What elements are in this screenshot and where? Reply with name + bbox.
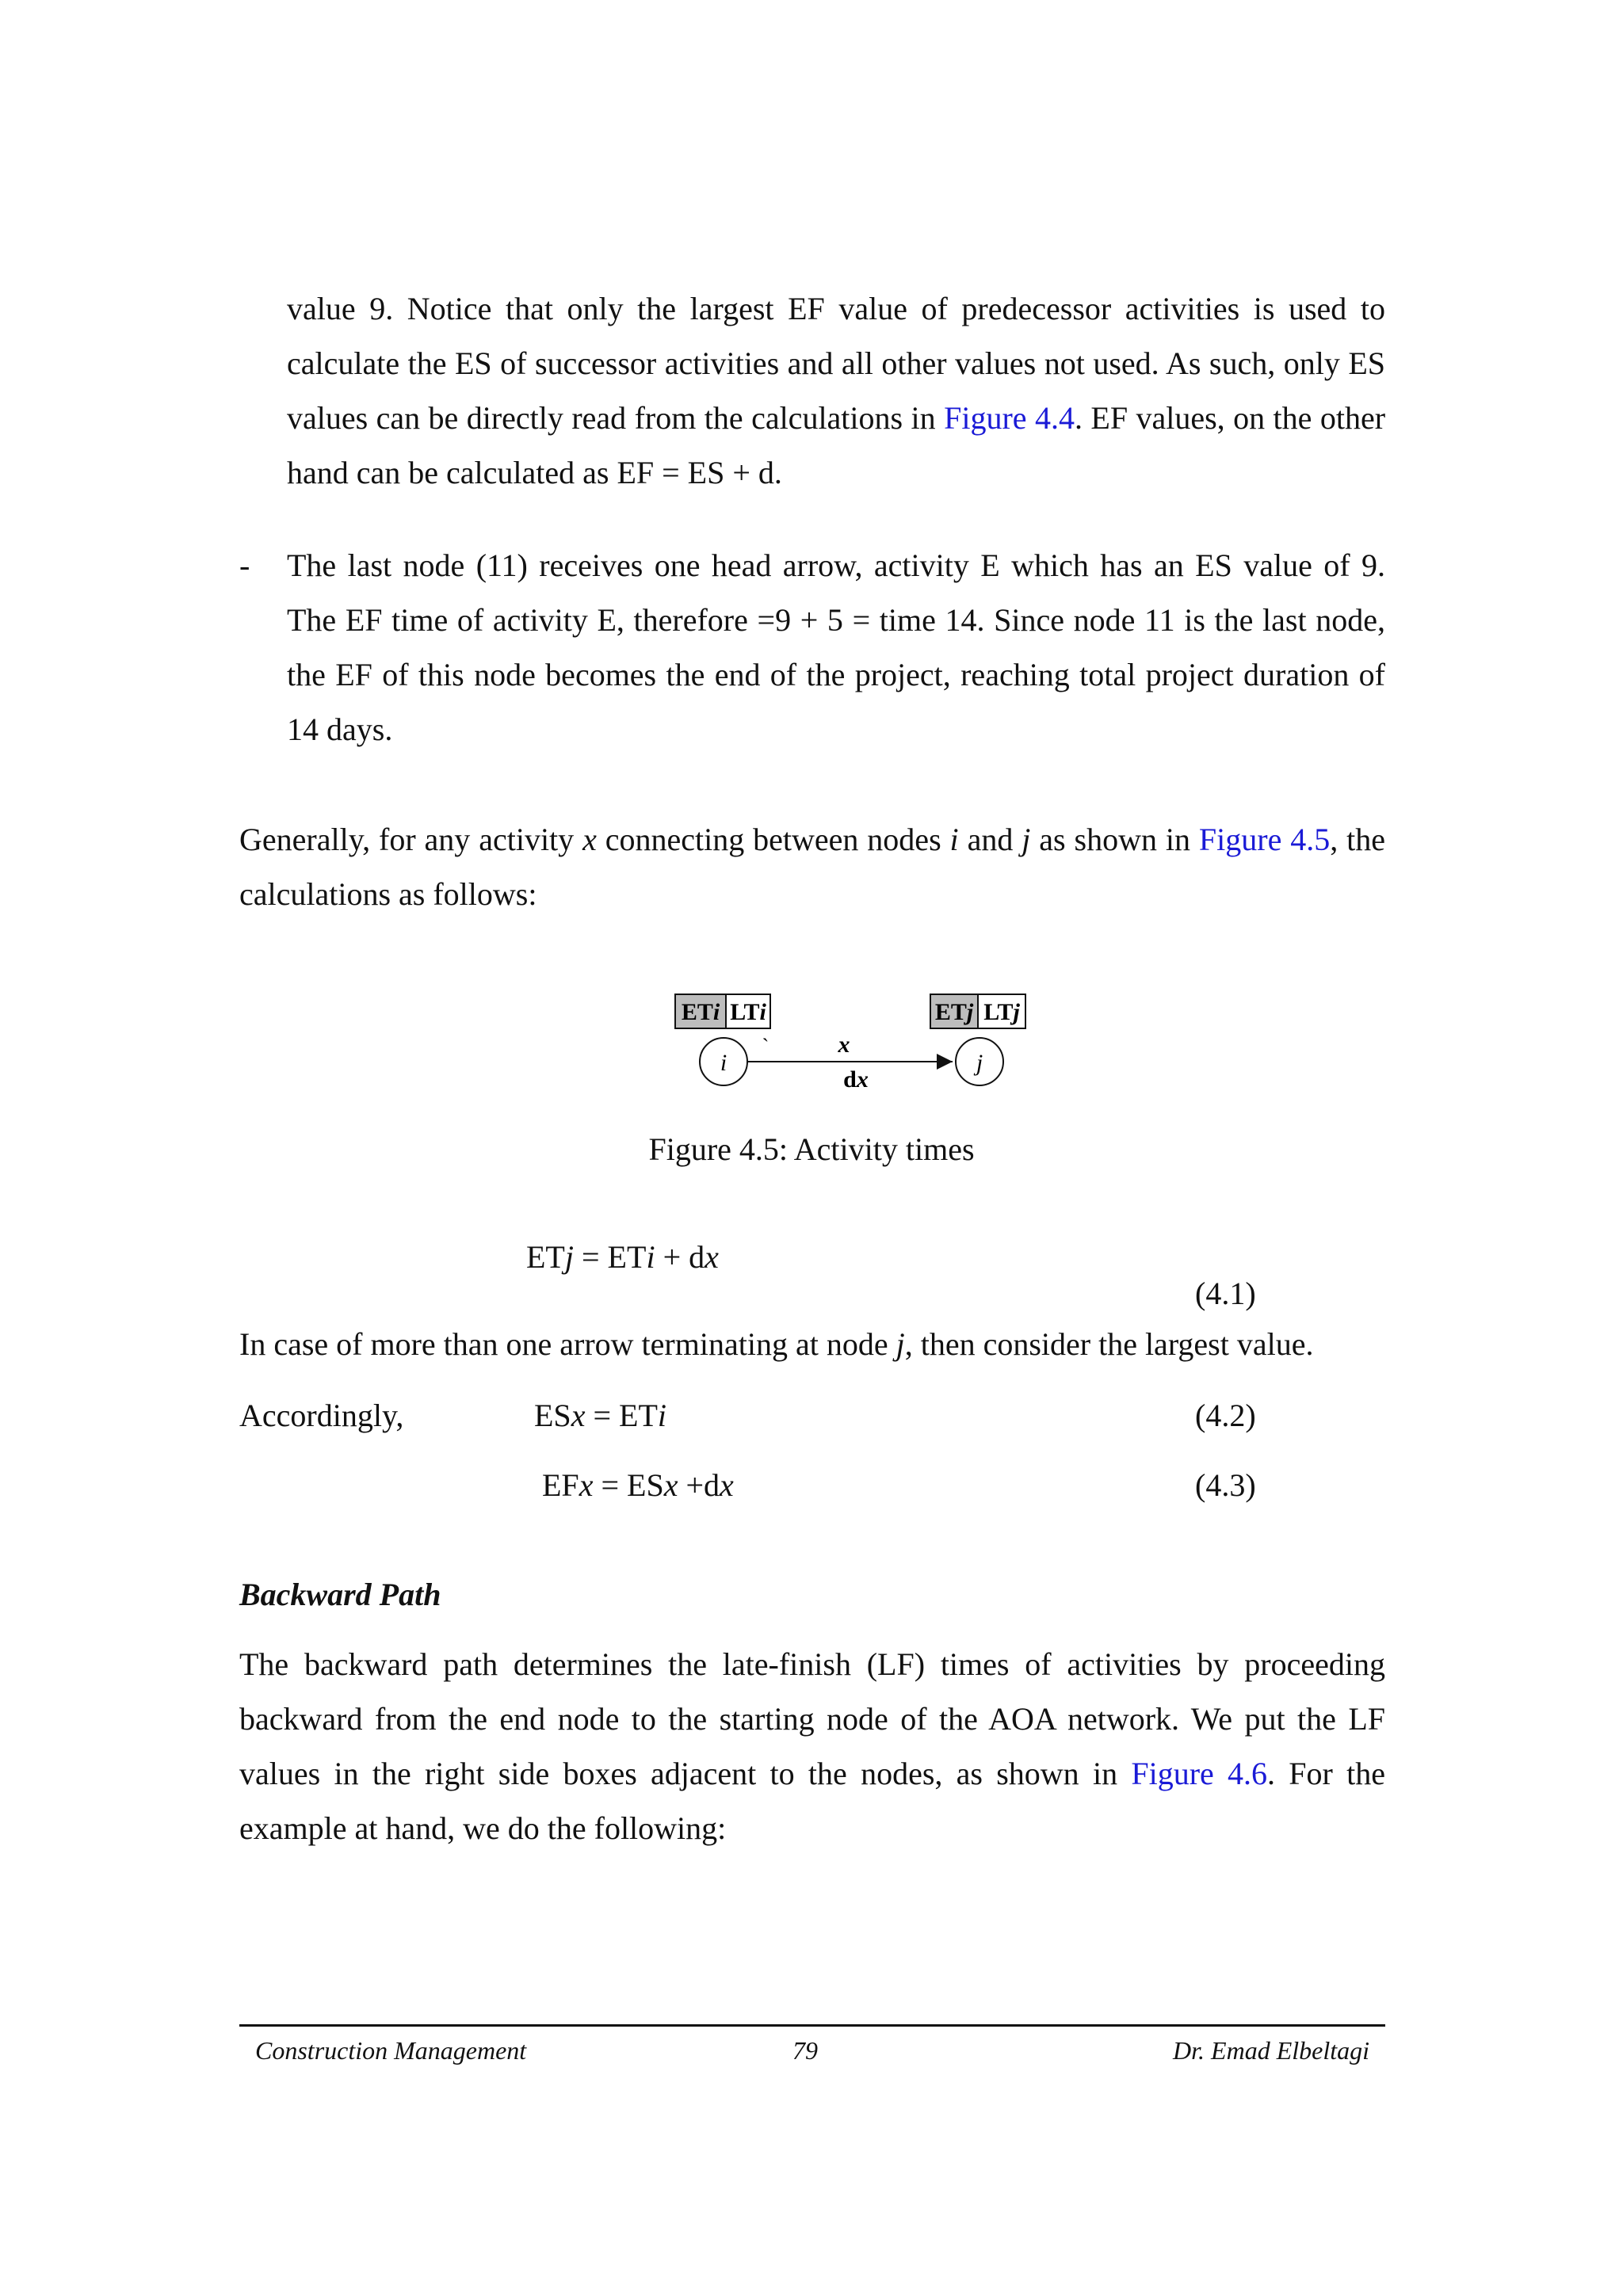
lt-j-label: LTj	[983, 999, 1020, 1025]
figure-caption: Figure 4.5: Activity times	[648, 1131, 975, 1167]
tick-mark: `	[762, 1035, 769, 1058]
var-i: i	[949, 822, 959, 857]
equation-number-4-3: (4.3)	[1195, 1467, 1256, 1503]
duration-label: dx	[843, 1066, 869, 1093]
paragraph-text: . EF values, on the other hand can be calculated as EF = ES + d.	[287, 400, 1386, 490]
footer-author: Dr. Emad Elbeltagi	[1173, 2036, 1369, 2065]
activity-label: x	[838, 1032, 850, 1058]
node-j-label: j	[976, 1050, 983, 1076]
figure-4-5-link[interactable]: Figure 4.5	[1198, 822, 1331, 857]
var-j: j	[1022, 822, 1031, 857]
footer-rule	[239, 2024, 1385, 2027]
equation-number-4-1: (4.1)	[1195, 1276, 1256, 1311]
paragraph-text: as shown in	[1030, 822, 1199, 857]
bullet-marker: -	[239, 547, 250, 583]
node-j-time-box	[930, 994, 1025, 1028]
page-number: 79	[792, 2036, 818, 2065]
node-i-label: i	[720, 1050, 727, 1076]
paragraph-text: value 9. Notice that only the largest EF value of predecessor activities is used to calculate the ES of successor activities and all other values not used. As such, only ES values can be directly read from the calculations in	[287, 291, 1385, 436]
figure-4-4-link[interactable]: Figure 4.4	[944, 400, 1075, 436]
et-j-label: ETj	[934, 999, 974, 1025]
paragraph-backward-path: The backward path determines the late-finish (LF) times of activities by proceeding backward from the end node to the starting node of the AOA network. We put the LF values in the right side boxes adjacent to the nodes, as shown in Figure 4.6. For the example at hand, we do the following:	[239, 1646, 1385, 1846]
footer-course-title: Construction Management	[255, 2036, 527, 2065]
node-i-time-box	[675, 994, 770, 1028]
paragraph-text: , the calculations as follows:	[239, 822, 1386, 912]
equation-4-1: ETj = ETi + dx	[526, 1239, 719, 1275]
bullet-paragraph: The last node (11) receives one head arrow, activity E which has an ES value of 9. The EF time of activity E, therefore =9 + 5 = time 14. Since node 11 is the last node, the EF of this node becomes the end of the project, reaching total project duration of 14 days.	[287, 547, 1385, 747]
activity-times-diagram	[666, 986, 1046, 1097]
paragraph-text: and	[958, 822, 1022, 857]
lt-i-label: LTi	[730, 999, 766, 1025]
paragraph-continuation	[287, 281, 1385, 500]
equation-4-3: EFx = ESx +dx	[542, 1467, 734, 1503]
et-i-label: ETi	[681, 999, 720, 1025]
paragraph-text: connecting between nodes	[596, 822, 950, 857]
section-heading-backward-path: Backward Path	[239, 1577, 441, 1612]
figure-4-6-link[interactable]: Figure 4.6	[1131, 1756, 1268, 1791]
equation-4-2: ESx = ETi	[534, 1398, 667, 1433]
paragraph-text: Generally, for any activity	[239, 822, 583, 857]
accordingly-label: Accordingly,	[239, 1398, 404, 1433]
var-x: x	[582, 822, 597, 857]
equation-number-4-2: (4.2)	[1195, 1398, 1256, 1433]
paragraph-generally	[239, 812, 1385, 921]
paragraph-largest-value: In case of more than one arrow terminating at node j, then consider the largest value.	[239, 1326, 1314, 1362]
